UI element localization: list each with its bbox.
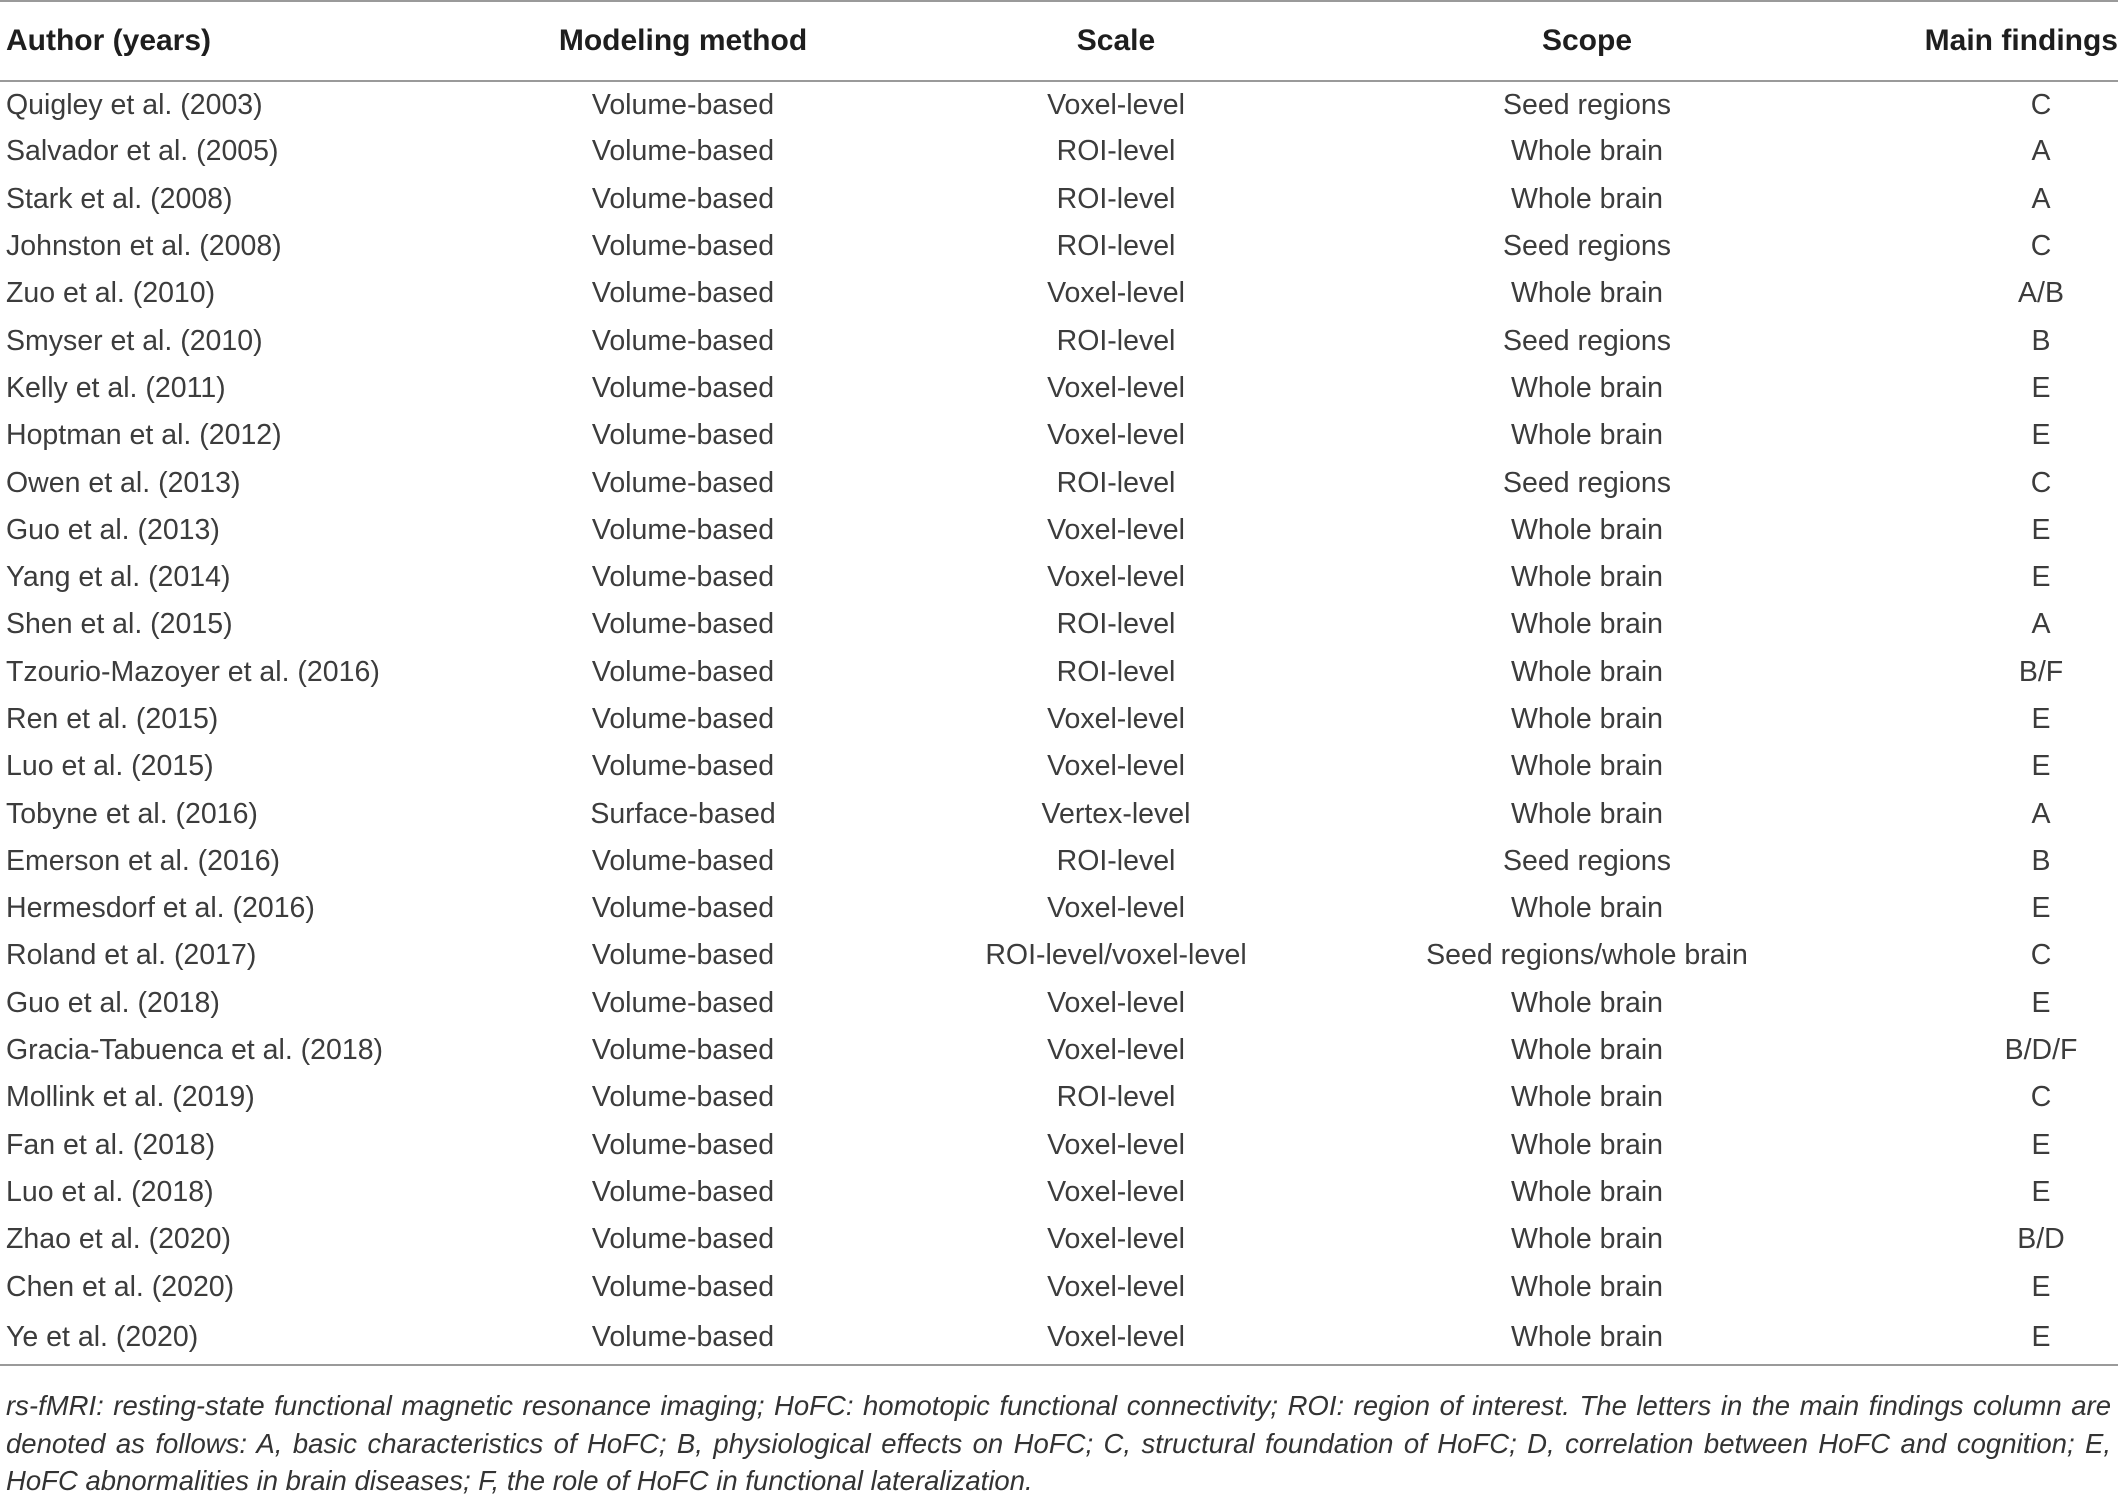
main-findings-cell: A/B (2018, 277, 2064, 310)
modeling-method-cell: Volume-based (591, 182, 775, 215)
modeling-method-cell: Volume-based (591, 1175, 775, 1208)
scale-cell: ROI-level/voxel-level (985, 939, 1247, 972)
table-row (0, 128, 2118, 175)
scope-cell: Whole brain (1510, 561, 1664, 594)
modeling-method-cell: Volume-based (591, 324, 775, 357)
author-cell: Fan et al. (2018) (6, 1128, 216, 1161)
scale-cell: Voxel-level (1047, 986, 1185, 1019)
scope-cell: Whole brain (1510, 419, 1664, 452)
scope-cell: Whole brain (1378, 1311, 1796, 1365)
scale-cell: Voxel-level (1047, 1270, 1185, 1303)
modeling-method-cell: Volume-based (591, 844, 775, 877)
main-findings-cell: B/D (2017, 1223, 2065, 1256)
table-row (0, 1311, 2118, 1365)
main-findings-cell: B (2031, 844, 2051, 877)
author-cell: Zuo et al. (2010) (6, 277, 216, 310)
modeling-method-cell: Volume-based (591, 750, 775, 783)
main-findings-cell: E (2031, 703, 2051, 735)
modeling-method-cell: Surface-based (590, 797, 776, 830)
table-row (0, 507, 2118, 554)
scope-cell: Whole brain (1510, 797, 1664, 830)
main-findings-cell: A (2031, 135, 2051, 168)
main-findings-cell: E (2031, 371, 2051, 404)
modeling-method-cell: Volume-based (591, 1223, 775, 1256)
modeling-method-cell: Volume-based (591, 986, 775, 1019)
author-cell: Shen et al. (2015) (6, 608, 233, 641)
main-findings-cell: A (2031, 797, 2051, 830)
scope-cell: Seed regions (1503, 230, 1671, 263)
scope-cell: Whole brain (1510, 513, 1664, 546)
scale-cell: ROI-level (1056, 324, 1176, 357)
author-cell: Smyser et al. (2010) (6, 324, 263, 357)
scale-cell: ROI-level (1056, 844, 1176, 877)
scale-cell: Voxel-level (1047, 1175, 1185, 1208)
table-row (0, 790, 2118, 837)
scope-cell: Seed regions (1503, 324, 1671, 357)
modeling-method-cell: Volume-based (591, 1034, 775, 1067)
modeling-method-cell: Volume-based (591, 655, 775, 688)
main-findings-cell: E (2031, 419, 2051, 452)
scale-cell: Voxel-level (1047, 513, 1185, 546)
main-findings-cell: E (2031, 750, 2051, 783)
scope-cell: Whole brain (1510, 608, 1664, 641)
scale-cell: Voxel-level (1047, 750, 1185, 783)
modeling-method-cell: Volume-based (591, 1128, 775, 1161)
scale-cell: ROI-level (1056, 1081, 1176, 1114)
author-cell: Quigley et al. (2003) (6, 88, 263, 121)
scale-cell: Voxel-level (1047, 1128, 1185, 1161)
scale-cell: Voxel-level (854, 1311, 1378, 1365)
author-cell: Gracia-Tabuenca et al. (2018) (6, 1034, 384, 1067)
table-row (0, 459, 2118, 506)
header-row (0, 1, 2118, 81)
main-findings-cell: A (2031, 182, 2051, 215)
table-row (0, 649, 2118, 696)
main-findings-cell: C (2030, 230, 2052, 263)
table-row (0, 365, 2118, 412)
table-row (0, 1027, 2118, 1074)
author-cell: Luo et al. (2015) (6, 750, 214, 783)
modeling-method-cell: Volume-based (591, 419, 775, 452)
scope-cell: Whole brain (1510, 1128, 1664, 1161)
header-author: Author (years) (0, 1, 512, 81)
table-row (0, 1169, 2118, 1216)
modeling-method-cell: Volume-based (591, 561, 775, 594)
main-findings-cell: E (2031, 513, 2051, 546)
scale-cell: Voxel-level (1047, 371, 1185, 404)
scale-cell: Voxel-level (1047, 561, 1185, 594)
scale-cell: Voxel-level (1047, 892, 1185, 925)
author-cell: Guo et al. (2018) (6, 986, 220, 1019)
scope-cell: Whole brain (1510, 277, 1664, 310)
modeling-method-cell: Volume-based (591, 277, 775, 310)
author-cell: Ye et al. (2020) (0, 1311, 512, 1365)
main-findings-cell: E (2031, 892, 2051, 925)
table-row (0, 554, 2118, 601)
scope-cell: Whole brain (1510, 182, 1664, 215)
scale-cell: ROI-level (1056, 466, 1176, 499)
scope-cell: Whole brain (1510, 750, 1664, 783)
modeling-method-cell: Volume-based (591, 939, 775, 972)
modeling-method-cell: Volume-based (591, 230, 775, 263)
main-findings-cell: B (2031, 324, 2051, 357)
author-cell: Hermesdorf et al. (2016) (6, 892, 315, 925)
header-scale: Scale (854, 1, 1378, 81)
author-cell: Salvador et al. (2005) (6, 135, 279, 168)
scale-cell: ROI-level (1056, 182, 1176, 215)
scale-cell: Voxel-level (1047, 1223, 1185, 1256)
scale-cell: Voxel-level (1047, 88, 1185, 121)
scope-cell: Seed regions (1503, 844, 1671, 877)
scale-cell: Voxel-level (1047, 277, 1185, 310)
main-findings-cell: C (2030, 1081, 2052, 1114)
modeling-method-cell: Volume-based (591, 1081, 775, 1114)
main-findings-cell: B/F (2018, 655, 2064, 688)
modeling-method-cell: Volume-based (591, 88, 775, 121)
scope-cell: Seed regions (1503, 88, 1671, 121)
scale-cell: Voxel-level (1047, 419, 1185, 452)
modeling-method-cell: Volume-based (591, 135, 775, 168)
main-findings-cell: E (2031, 1270, 2051, 1303)
table-row (0, 838, 2118, 885)
table-row (0, 885, 2118, 932)
scope-cell: Whole brain (1510, 1223, 1664, 1256)
table-row (0, 1074, 2118, 1121)
author-cell: Emerson et al. (2016) (6, 844, 281, 877)
table-row (0, 223, 2118, 270)
scope-cell: Whole brain (1510, 1034, 1664, 1067)
author-cell: Tobyne et al. (2016) (6, 797, 258, 830)
author-cell: Yang et al. (2014) (6, 561, 231, 594)
scope-cell: Whole brain (1510, 703, 1664, 735)
scope-cell: Seed regions/whole brain (1426, 939, 1748, 972)
main-findings-cell: C (2030, 88, 2052, 121)
table-row (0, 1263, 2118, 1310)
scale-cell: ROI-level (1056, 608, 1176, 641)
modeling-method-cell: Volume-based (591, 892, 775, 925)
table-row (0, 1122, 2118, 1169)
table-row (0, 412, 2118, 459)
modeling-method-cell: Volume-based (591, 703, 775, 735)
modeling-method-cell: Volume-based (591, 371, 775, 404)
author-cell: Owen et al. (2013) (6, 466, 241, 499)
table-row (0, 932, 2118, 979)
main-findings-cell: E (2031, 1175, 2051, 1208)
scope-cell: Seed regions (1503, 466, 1671, 499)
header-modeling-method: Modeling method (512, 1, 854, 81)
table-row (0, 601, 2118, 648)
table-row (0, 980, 2118, 1027)
table-footnote: rs-fMRI: resting-state functional magnetic resonance imaging; HoFC: homotopic functional connectivity; ROI: region of interest. The letters in the main findings column are denoted as follows: A, basic characteristics of HoFC; B, physiological effects on HoFC; C, structural foundation of HoFC; D, correlation between HoFC and cognition; E, HoFC abnormalities in brain diseases; F, the role of HoFC in functional lateralization. (6, 1390, 2111, 1496)
table-body (0, 81, 2118, 1365)
author-cell: Zhao et al. (2020) (6, 1223, 231, 1256)
table-row (0, 743, 2118, 790)
table-header (0, 1, 2118, 81)
scale-cell: ROI-level (1056, 135, 1176, 168)
table-row (0, 176, 2118, 223)
table-row (0, 696, 2118, 743)
scope-cell: Whole brain (1510, 135, 1664, 168)
modeling-method-cell: Volume-based (591, 513, 775, 546)
author-cell: Ren et al. (2015) (6, 703, 219, 735)
author-cell: Johnston et al. (2008) (6, 230, 282, 263)
author-cell: Tzourio-Mazoyer et al. (2016) (6, 655, 380, 688)
main-findings-cell: C (2030, 939, 2052, 972)
main-findings-cell: B/D/F (2004, 1034, 2078, 1067)
scale-cell: Voxel-level (1047, 1034, 1185, 1067)
author-cell: Hoptman et al. (2012) (6, 419, 282, 452)
modeling-method-cell: Volume-based (512, 1311, 854, 1365)
modeling-method-cell: Volume-based (591, 608, 775, 641)
header-scope: Scope (1378, 1, 1796, 81)
table-row (0, 81, 2118, 128)
author-cell: Kelly et al. (2011) (6, 371, 226, 404)
scale-cell: Vertex-level (1041, 797, 1191, 830)
modeling-method-cell: Volume-based (591, 1270, 775, 1303)
scope-cell: Whole brain (1510, 371, 1664, 404)
main-findings-cell: E (2031, 561, 2051, 594)
table-row (0, 1216, 2118, 1263)
scope-cell: Whole brain (1510, 1270, 1664, 1303)
table-row (0, 270, 2118, 317)
scope-cell: Whole brain (1510, 892, 1664, 925)
scale-cell: Voxel-level (1047, 703, 1185, 735)
scale-cell: ROI-level (1056, 655, 1176, 688)
main-findings-cell: E (2031, 1128, 2051, 1161)
scope-cell: Whole brain (1510, 655, 1664, 688)
author-cell: Roland et al. (2017) (6, 939, 257, 972)
main-findings-cell: E (2031, 986, 2051, 1019)
main-findings-cell: E (1796, 1311, 2118, 1365)
main-findings-cell: A (2031, 608, 2051, 641)
scale-cell: ROI-level (1056, 230, 1176, 263)
author-cell: Chen et al. (2020) (6, 1270, 235, 1303)
author-cell: Mollink et al. (2019) (6, 1081, 255, 1114)
header-main-findings: Main findings (1796, 1, 2118, 81)
scope-cell: Whole brain (1510, 1081, 1664, 1114)
author-cell: Stark et al. (2008) (6, 182, 233, 215)
scope-cell: Whole brain (1510, 1175, 1664, 1208)
modeling-method-cell: Volume-based (591, 466, 775, 499)
main-findings-cell: C (2030, 466, 2052, 499)
author-cell: Luo et al. (2018) (6, 1175, 214, 1208)
author-cell: Guo et al. (2013) (6, 513, 220, 546)
table-row (0, 317, 2118, 364)
scope-cell: Whole brain (1510, 986, 1664, 1019)
